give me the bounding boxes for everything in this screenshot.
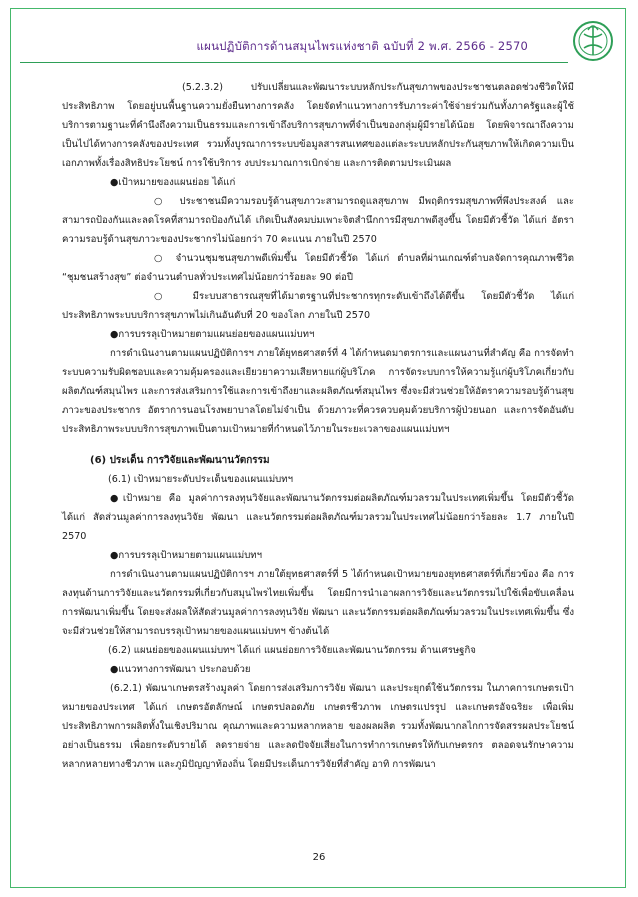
paragraph: การดำเนินงานตามแผนปฏิบัติการฯ ภายใต้ยุทธศาสตร์ที่ 4 ได้กำหนดมาตรการและแผนงานที่สำคัญ คือ การจัดทำระบบความรับผิดชอบและความคุ้มครองและเยียวยาความเสียหายแก่ผู้บริโภค การจัดระบบการให้ความรู้แก่ผู้บริโภคเกี่ยวกับผลิตภัณฑ์สมุนไพร และการส่งเสริมการใช้และการเข้าถึงยาและผลิตภัณฑ์สมุนไพร ซึ่งจะมีส่วนช่วยให้อัตราความรอบรู้ด้านสุขภาวะของประชากร อัตราการนอนโรงพยาบาลโดยไม่จำเป็น ด้วยภาวะที่ควรควบคุมด้วยบริการผู้ป่วยนอก และการจัดอันดับประสิทธิภาพระบบบริการสุขภาพเป็นตามเป้าหมายที่กำหนดไว้ภายในระยะเวลาของแผนแม่บทฯ [62, 348, 574, 435]
paragraph: ●เป้าหมาย คือ มูลค่าการลงทุนวิจัยและพัฒนานวัตกรรมต่อผลิตภัณฑ์มวลรวมในประเทศเพิ่มขึ้น โดยมีตัวชี้วัด ได้แก่ สัดส่วนมูลค่าการลงทุนวิจัย พัฒนา และนวัตกรรมต่อผลิตภัณฑ์มวลรวมในประเทศไม่น้อยกว่าร้อยละ 1.7 ภายในปี 2570 [62, 493, 574, 542]
document-body [62, 78, 574, 774]
paragraph: (6) ประเด็น การวิจัยและพัฒนานวัตกรรม [90, 455, 270, 466]
header-title: แผนปฏิบัติการด้านสมุนไพรแห่งชาติ ฉบับที่ 2 พ.ศ. 2566 - 2570 [196, 39, 528, 53]
paragraph: (6.2.1) พัฒนาเกษตรสร้างมูลค่า โดยการส่งเสริมการวิจัย พัฒนา และประยุกต์ใช้นวัตกรรม ในภาคการเกษตรเป้าหมายของประเทศ ได้แก่ เกษตรอัตลักษณ์ เกษตรปลอดภัย เกษตรชีวภาพ เกษตรแปรรูป และเกษตรอัจฉริยะ เพื่อเพิ่มประสิทธิภาพการผลิตทั้งในเชิงปริมาณ คุณภาพและความหลากหลาย ของผลผลิต รวมทั้งพัฒนากลไกการจัดสรรผลประโยชน์อย่างเป็นธรรม เพื่อยกระดับรายได้ ลดรายจ่าย และลดปัจจัยเสี่ยงในการทำการเกษตรให้กับเกษตรกร ตลอดจนรักษาความหลากหลายทางชีวภาพ และภูมิปัญญาท้องถิ่น โดยมีประเด็นการวิจัยที่สำคัญ อาทิ การพัฒนา [62, 683, 574, 770]
paragraph: (6.1) เป้าหมายระดับประเด็นของแผนแม่บทฯ [108, 474, 293, 485]
paragraph: ○ จำนวนชุมชนสุขภาพดีเพิ่มขึ้น โดยมีตัวชี้วัด ได้แก่ ตำบลที่ผ่านเกณฑ์ตำบลจัดการคุณภาพชีวิต “ชุมชนสร้างสุข” ต่อจำนวนตำบลทั่วประเทศไม่น้อยกว่าร้อยละ 90 ต่อปี [62, 253, 574, 283]
page-header [0, 0, 638, 80]
paragraph: ●การบรรลุเป้าหมายตามแผนแม่บทฯ [110, 550, 263, 561]
header-rule [20, 62, 568, 63]
paragraph: (5.2.3.2) ปรับเปลี่ยนและพัฒนาระบบหลักประกันสุขภาพของประชาชนตลอดช่วงชีวิตให้มีประสิทธิภาพ โดยอยู่บนพื้นฐานความยั่งยืนทางการคลัง โดยจัดทำแนวทางการรับภาระค่าใช้จ่ายร่วมกันทั้งภาครัฐและผู้ใช้บริการตามฐานะที่คำนึงถึงความเป็นธรรมและการเข้าถึงบริการสุขภาพที่จำเป็นของกลุ่มผู้มีรายได้น้อย โดยพิจารณาถึงความเป็นไปได้ทางการคลังของประเทศ รวมทั้งบูรณาการระบบข้อมูลสารสนเทศของแต่ละระบบหลักประกันสุขภาพให้เกิดความเป็นเอกภาพทั้งเรื่องสิทธิประโยชน์ การใช้บริการ งบประมาณการเบิกจ่าย และการติดตามประเมินผล [62, 82, 574, 169]
paragraph: การดำเนินงานตามแผนปฏิบัติการฯ ภายใต้ยุทธศาสตร์ที่ 5 ได้กำหนดเป้าหมายของยุทธศาสตร์ที่เกี่ยวข้อง คือ การลงทุนด้านการวิจัยและนวัตกรรมที่เกี่ยวกับสมุนไพรไทยเพิ่มขึ้น โดยมีการนำเอาผลการวิจัยและนวัตกรรมไปใช้เพื่อขับเคลื่อนการพัฒนาเพิ่มขึ้น โดยจะส่งผลให้สัดส่วนมูลค่าการลงทุนวิจัย พัฒนา และนวัตกรรมต่อผลิตภัณฑ์มวลรวมในประเทศเพิ่มขึ้น ซึ่งจะมีส่วนช่วยให้สามารถบรรลุเป้าหมายของแผนแม่บทฯ ข้างต้นได้ [62, 569, 574, 637]
paragraph: ●แนวทางการพัฒนา ประกอบด้วย [110, 664, 251, 675]
ministry-seal-icon [572, 18, 614, 64]
paragraph: ○ มีระบบสาธารณสุขที่ได้มาตรฐานที่ประชากรทุกระดับเข้าถึงได้ดีขึ้น โดยมีตัวชี้วัด ได้แก่ ประสิทธิภาพระบบบริการสุขภาพไม่เกินอันดับที่ 20 ของโลก ภายในปี 2570 [62, 291, 574, 321]
page-number: 26 [312, 852, 326, 863]
paragraph: ○ ประชาชนมีความรอบรู้ด้านสุขภาวะสามารถดูแลสุขภาพ มีพฤติกรรมสุขภาพที่พึงประสงค์ และสามารถป้องกันและลดโรคที่สามารถป้องกันได้ เกิดเป็นสังคมบ่มเพาะจิตสำนึกการมีสุขภาพดีสูงขึ้น โดยมีตัวชี้วัด ได้แก่ อัตราความรอบรู้ด้านสุขภาวะของประชากรไม่น้อยกว่า 70 คะแนน ภายในปี 2570 [62, 196, 574, 245]
paragraph: (6.2) แผนย่อยของแผนแม่บทฯ ได้แก่ แผนย่อยการวิจัยและพัฒนานวัตกรรม ด้านเศรษฐกิจ [108, 645, 476, 656]
paragraph: ●เป้าหมายของแผนย่อย ได้แก่ [110, 177, 236, 188]
paragraph: ●การบรรลุเป้าหมายตามแผนย่อยของแผนแม่บทฯ [110, 329, 315, 340]
